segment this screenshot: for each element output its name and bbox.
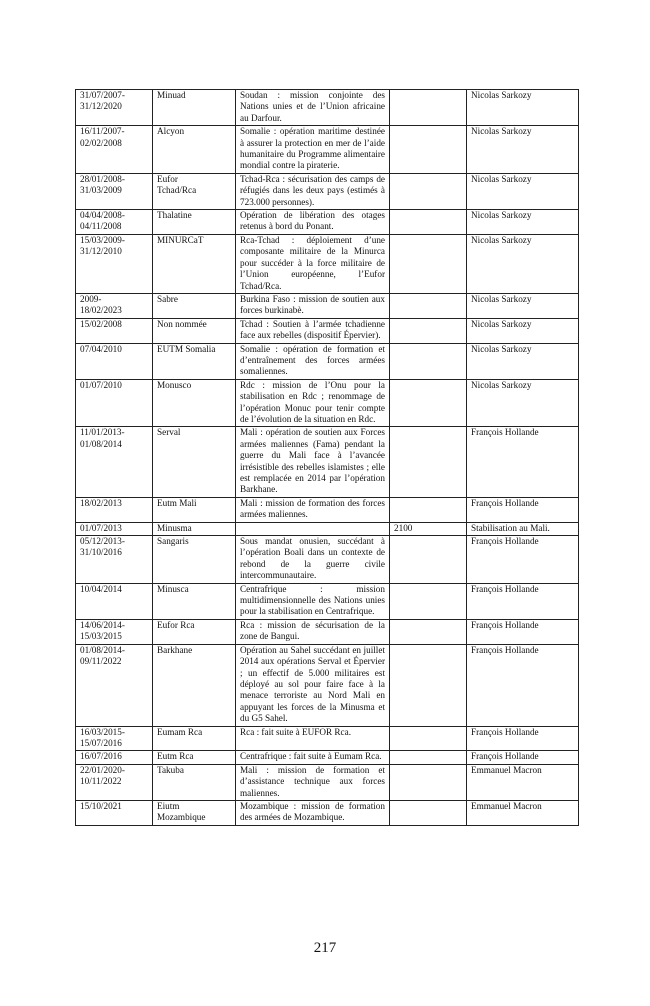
- cell-description: Somalie : opération maritime destinée à assurer la protection en mer de l’aide humanitaire du Programme alimentaire mondial contre la piraterie.: [236, 126, 390, 174]
- cell-date: 10/04/2014: [76, 583, 153, 619]
- cell-description: Mali : mission de formation des forces armées maliennes.: [236, 497, 390, 522]
- cell-date: 16/11/2007- 02/02/2008: [76, 126, 153, 174]
- table-row: [76, 234, 579, 293]
- cell-effectif: 2100: [390, 522, 467, 535]
- cell-president: Nicolas Sarkozy: [467, 210, 579, 235]
- cell-president: Nicolas Sarkozy: [467, 379, 579, 427]
- table-row: [76, 800, 579, 825]
- cell-effectif: [390, 764, 467, 800]
- cell-description: Rdc : mission de l’Onu pour la stabilisation en Rdc ; renommage de l’opération Monuc pour tenir compte de l’évolution de la situation en Rdc.: [236, 379, 390, 427]
- cell-president: Nicolas Sarkozy: [467, 90, 579, 126]
- cell-operation-name: Takuba: [153, 764, 236, 800]
- cell-description: Mozambique : mission de formation des armées de Mozambique.: [236, 800, 390, 825]
- cell-effectif: [390, 234, 467, 293]
- cell-description: Tchad : Soutien à l’armée tchadienne face aux rebelles (dispositif Épervier).: [236, 318, 390, 343]
- cell-effectif: [390, 90, 467, 126]
- cell-effectif: [390, 318, 467, 343]
- cell-operation-name: EUTM Somalia: [153, 343, 236, 379]
- cell-effectif: [390, 210, 467, 235]
- table-row: [76, 90, 579, 126]
- cell-operation-name: Minusma: [153, 522, 236, 535]
- cell-date: 18/02/2013: [76, 497, 153, 522]
- cell-operation-name: Barkhane: [153, 644, 236, 726]
- table-row: [76, 522, 579, 535]
- cell-description: Somalie : opération de formation et d’entraînement des forces armées somaliennes.: [236, 343, 390, 379]
- cell-date: 15/03/2009- 31/12/2010: [76, 234, 153, 293]
- cell-date: 07/04/2010: [76, 343, 153, 379]
- cell-operation-name: MINURCaT: [153, 234, 236, 293]
- cell-date: 15/10/2021: [76, 800, 153, 825]
- cell-effectif: [390, 800, 467, 825]
- cell-date: 31/07/2007- 31/12/2020: [76, 90, 153, 126]
- cell-operation-name: Sangaris: [153, 536, 236, 584]
- page-number: 217: [313, 940, 337, 956]
- cell-president: Emmanuel Macron: [467, 800, 579, 825]
- table-row: [76, 293, 579, 318]
- cell-operation-name: Non nommée: [153, 318, 236, 343]
- table-row: [76, 726, 579, 751]
- cell-effectif: [390, 619, 467, 644]
- cell-description: Centrafrique : fait suite à Eumam Rca.: [236, 751, 390, 764]
- cell-effectif: [390, 343, 467, 379]
- operations-table-body: [76, 90, 579, 826]
- cell-operation-name: Eufor Tchad/Rca: [153, 173, 236, 209]
- cell-operation-name: Minuad: [153, 90, 236, 126]
- cell-date: 28/01/2008- 31/03/2009: [76, 173, 153, 209]
- cell-date: 05/12/2013- 31/10/2016: [76, 536, 153, 584]
- table-row: [76, 318, 579, 343]
- cell-operation-name: Eiutm Mozambique: [153, 800, 236, 825]
- cell-date: 22/01/2020- 10/11/2022: [76, 764, 153, 800]
- cell-operation-name: Sabre: [153, 293, 236, 318]
- cell-effectif: [390, 379, 467, 427]
- cell-description: Rca : fait suite à EUFOR Rca.: [236, 726, 390, 751]
- cell-effectif: [390, 751, 467, 764]
- cell-operation-name: Eufor Rca: [153, 619, 236, 644]
- cell-date: 15/02/2008: [76, 318, 153, 343]
- cell-operation-name: Minusca: [153, 583, 236, 619]
- cell-president: François Hollande: [467, 427, 579, 497]
- cell-operation-name: Monusco: [153, 379, 236, 427]
- cell-president: François Hollande: [467, 751, 579, 764]
- cell-president: François Hollande: [467, 644, 579, 726]
- cell-president: François Hollande: [467, 497, 579, 522]
- cell-president: Emmanuel Macron: [467, 764, 579, 800]
- table-row: [76, 619, 579, 644]
- cell-president: Nicolas Sarkozy: [467, 293, 579, 318]
- cell-description: [236, 522, 390, 535]
- cell-president: François Hollande: [467, 583, 579, 619]
- table-row: [76, 751, 579, 764]
- cell-description: Rca : mission de sécurisation de la zone de Bangui.: [236, 619, 390, 644]
- table-row: [76, 583, 579, 619]
- cell-date: 16/03/2015- 15/07/2016: [76, 726, 153, 751]
- cell-description: Mali : opération de soutien aux Forces armées maliennes (Fama) pendant la guerre du Mali face à l’avancée irrésistible des rebelles islamistes ; elle est remplacée en 2014 par l’opération Barkhane.: [236, 427, 390, 497]
- cell-operation-name: Eutm Mali: [153, 497, 236, 522]
- cell-operation-name: Serval: [153, 427, 236, 497]
- table-row: [76, 343, 579, 379]
- cell-date: 01/08/2014- 09/11/2022: [76, 644, 153, 726]
- cell-president: Nicolas Sarkozy: [467, 343, 579, 379]
- cell-operation-name: Eumam Rca: [153, 726, 236, 751]
- cell-date: 01/07/2013: [76, 522, 153, 535]
- table-row: [76, 210, 579, 235]
- table-row: [76, 126, 579, 174]
- cell-description: Opération au Sahel succédant en juillet 2014 aux opérations Serval et Épervier ; un effectif de 5.000 militaires est déployé au sol pour faire face à la menace terroriste au Nord Mali en appuyant les forces de la Minusma et du G5 Sahel.: [236, 644, 390, 726]
- table-row: [76, 764, 579, 800]
- table-row: [76, 173, 579, 209]
- cell-effectif: [390, 173, 467, 209]
- cell-operation-name: Eutm Rca: [153, 751, 236, 764]
- cell-president: Nicolas Sarkozy: [467, 126, 579, 174]
- cell-effectif: [390, 427, 467, 497]
- cell-operation-name: Thalatine: [153, 210, 236, 235]
- cell-date: 14/06/2014- 15/03/2015: [76, 619, 153, 644]
- cell-description: Soudan : mission conjointe des Nations unies et de l’Union africaine au Darfour.: [236, 90, 390, 126]
- cell-effectif: [390, 293, 467, 318]
- cell-president: François Hollande: [467, 536, 579, 584]
- cell-effectif: [390, 536, 467, 584]
- cell-description: Sous mandat onusien, succédant à l’opération Boali dans un contexte de rebond de la guerre civile intercommunautaire.: [236, 536, 390, 584]
- cell-president: François Hollande: [467, 726, 579, 751]
- cell-description: Centrafrique : mission multidimensionnelle des Nations unies pour la stabilisation en Centrafrique.: [236, 583, 390, 619]
- cell-president: Nicolas Sarkozy: [467, 234, 579, 293]
- cell-president: Stabilisation au Mali.: [467, 522, 579, 535]
- operations-table: [75, 89, 579, 826]
- cell-effectif: [390, 126, 467, 174]
- cell-president: François Hollande: [467, 619, 579, 644]
- cell-description: Rca-Tchad : déploiement d’une composante militaire de la Minurca pour succéder à la force militaire de l’Union européenne, l’Eufor Tchad/Rca.: [236, 234, 390, 293]
- cell-date: 2009- 18/02/2023: [76, 293, 153, 318]
- cell-effectif: [390, 644, 467, 726]
- cell-effectif: [390, 497, 467, 522]
- cell-effectif: [390, 583, 467, 619]
- cell-date: 16/07/2016: [76, 751, 153, 764]
- cell-date: 04/04/2008- 04/11/2008: [76, 210, 153, 235]
- cell-effectif: [390, 726, 467, 751]
- cell-description: Mali : mission de formation et d’assistance technique aux forces maliennes.: [236, 764, 390, 800]
- cell-description: Burkina Faso : mission de soutien aux forces burkinabè.: [236, 293, 390, 318]
- cell-date: 01/07/2010: [76, 379, 153, 427]
- cell-date: 11/01/2013- 01/08/2014: [76, 427, 153, 497]
- cell-description: Tchad-Rca : sécurisation des camps de réfugiés dans les deux pays (estimés à 723.000 personnes).: [236, 173, 390, 209]
- table-row: [76, 497, 579, 522]
- cell-president: Nicolas Sarkozy: [467, 318, 579, 343]
- cell-operation-name: Alcyon: [153, 126, 236, 174]
- cell-description: Opération de libération des otages retenus à bord du Ponant.: [236, 210, 390, 235]
- cell-president: Nicolas Sarkozy: [467, 173, 579, 209]
- table-row: [76, 536, 579, 584]
- table-row: [76, 427, 579, 497]
- table-row: [76, 644, 579, 726]
- table-row: [76, 379, 579, 427]
